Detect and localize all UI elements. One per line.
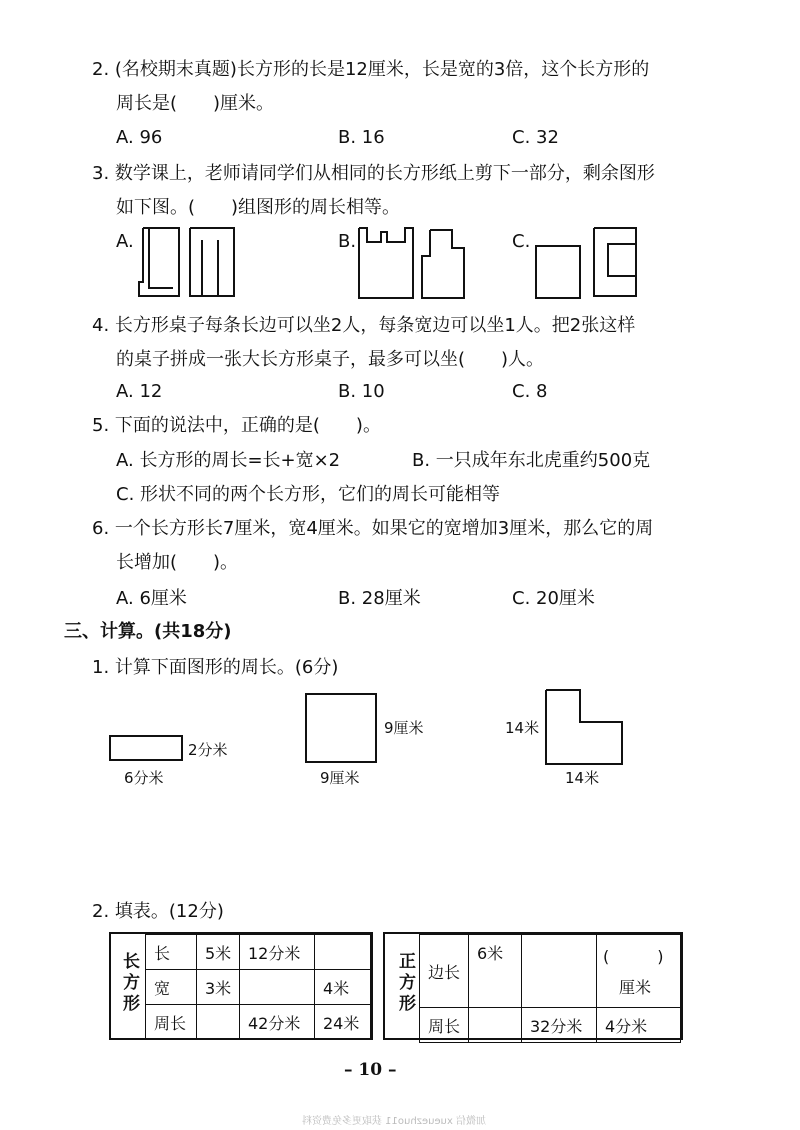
table-cell: 5米 [205,943,232,963]
q4-option-a: A. 12 [116,381,163,402]
row-label: 边长 [428,962,461,982]
q4-option-b: B. 10 [338,381,385,402]
table-cell: 42分米 [248,1013,301,1033]
q3-option-b: B. [338,231,357,252]
q2-option-c: C. 32 [512,127,559,148]
q6-option-c: C. 20厘米 [512,588,595,609]
table-rectangle-header: 长方形 [119,952,139,1015]
q4-option-c: C. 8 [512,381,548,402]
q3-c-shape-1 [530,236,586,300]
q2-option-a: A. 96 [116,127,163,148]
q6-option-b: B. 28厘米 [338,588,421,609]
calc1-rect-width-label: 6分米 [124,769,164,787]
q3-stem-line1: 3. 数学课上，老师请同学们从相同的长方形纸上剪下一部分，剩余图形 [92,163,655,184]
table-cell: 32分米 [530,1016,583,1036]
table-cell: 4米 [323,978,350,998]
q2-stem-line2: 周长是( )厘米。 [116,93,275,114]
unit-label: 厘米 [619,978,652,997]
row-label: 周长 [154,1013,187,1033]
row-label: 周长 [428,1016,461,1036]
q3-c-shape-2 [590,224,640,300]
calc2-title: 2. 填表。(12分) [92,901,224,922]
q3-b-shape-1 [355,224,417,302]
calc1-title: 1. 计算下面图形的周长。(6分) [92,657,339,678]
q5-stem: 5. 下面的说法中，正确的是( )。 [92,415,381,436]
table-cell: 4分米 [605,1016,648,1036]
calc1-square [304,692,380,766]
q4-stem-line1: 4. 长方形桌子每条长边可以坐2人，每条宽边可以坐1人。把2张这样 [92,315,636,336]
watermark-footer: 加微信 xueuezhuo11 获取更多免费资料 [302,1116,487,1127]
q3-b-shape-2 [418,224,468,302]
q5-option-b: B. 一只成年东北虎重约500克 [412,450,651,471]
section-3-title: 三、计算。(共18分) [64,621,232,642]
table-rectangle [109,932,373,1040]
table-cell: 12分米 [248,943,301,963]
q6-stem-line1: 6. 一个长方形长7厘米，宽4厘米。如果它的宽增加3厘米，那么它的周 [92,518,654,539]
table-square-header: 正方形 [395,952,415,1015]
q4-stem-line2: 的桌子拼成一张大长方形桌子，最多可以坐( )人。 [116,349,545,370]
answer-blank-parentheses[interactable]: ( ) [603,947,664,966]
q6-stem-line2: 长增加( )。 [116,552,239,573]
calc1-square-side-label: 9厘米 [384,719,424,737]
row-label: 宽 [154,978,171,998]
table-square-row-side [420,935,681,1008]
table-rectangle-row-length [146,935,371,970]
q3-stem-line2: 如下图。( )组图形的周长相等。 [116,197,401,218]
table-cell: 3米 [205,978,232,998]
q5-option-c: C. 形状不同的两个长方形，它们的周长可能相等 [116,484,501,505]
calc1-rect-height-label: 2分米 [188,741,228,759]
table-cell: 24米 [323,1013,360,1033]
q3-option-c: C. [512,231,531,252]
table-square-row-perimeter [420,1008,681,1043]
page-number: – 10 – [344,1060,397,1080]
table-rectangle-row-perimeter [146,1005,371,1040]
q3-a-shape-2 [186,224,238,299]
calc1-rectangle [108,734,186,764]
q5-option-a: A. 长方形的周长=长+宽×2 [116,450,341,471]
q2-option-b: B. 16 [338,127,385,148]
calc1-l-bottom-label: 14米 [565,769,600,787]
calc1-l-left-label: 14米 [505,719,540,737]
q3-option-a: A. [116,231,134,252]
row-label: 长 [154,943,171,963]
table-square [383,932,683,1040]
q2-stem-line1: 2. (名校期末真题)长方形的长是12厘米，长是宽的3倍，这个长方形的 [92,59,650,80]
table-cell: 6米 [477,944,504,963]
calc1-square-bottom-label: 9厘米 [320,769,360,787]
calc1-l-shape [544,688,626,768]
table-rectangle-row-width [146,970,371,1005]
q3-a-shape-1 [135,224,185,299]
q6-option-a: A. 6厘米 [116,588,187,609]
